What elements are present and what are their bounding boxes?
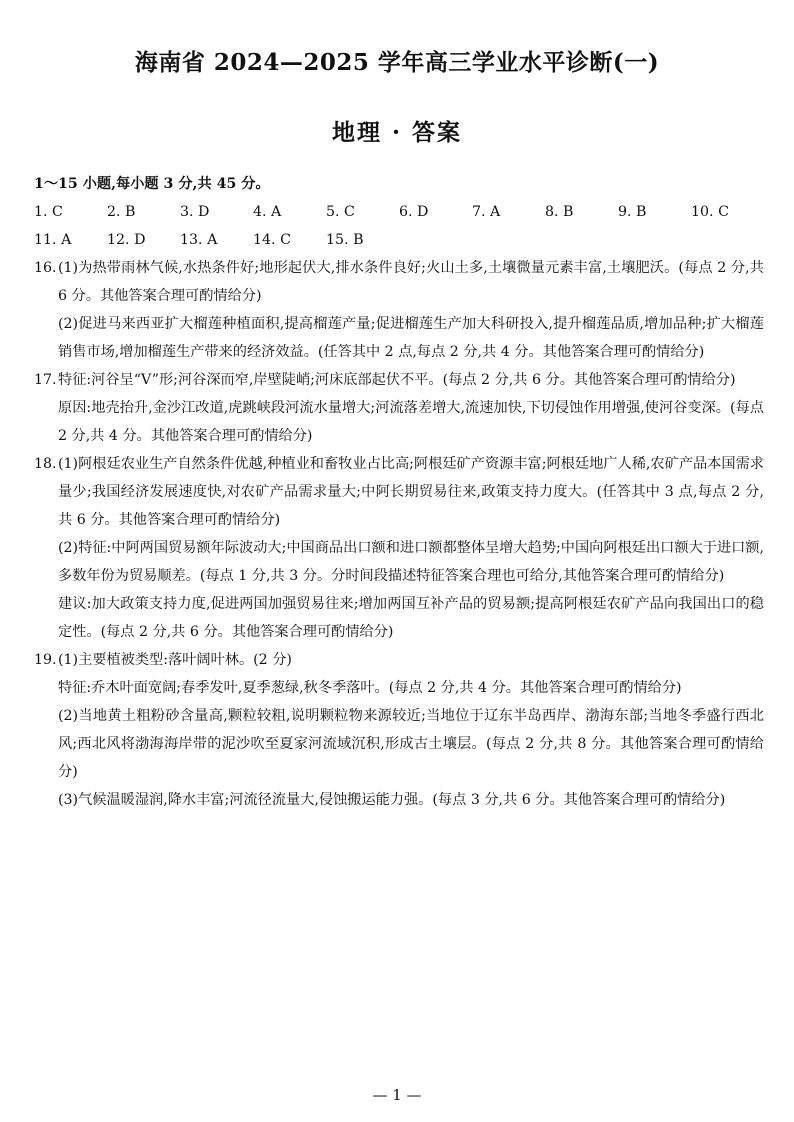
choice-answer: 10. C [691,204,729,220]
answer-paragraph: (1)主要植被类型:落叶阔叶林。(2 分) [58,652,292,668]
question-number: 19. [34,652,57,668]
choice-answer: 9. B [618,204,647,220]
answer-paragraph: (2)当地黄土粗粉砂含量高,颗粒较粗,说明颗粒物来源较近;当地位于辽东半岛西岸、渤海东部;当地冬季盛行西北风;西北风将渤海海岸带的泥沙吹至夏家河流域沉积,形成古土壤层。(每点 2 分,共 8 分。其他答案合理可酌情给分) [58,708,764,780]
answer-paragraph: (1)为热带雨林气候,水热条件好;地形起伏大,排水条件良好;火山土多,土壤微量元素丰富,土壤肥沃。(每点 2 分,共 6 分。其他答案合理可酌情给分) [58,260,764,304]
choice-answer: 1. C [34,204,63,220]
choice-answer: 4. A [253,204,282,220]
question-19 [34,646,764,814]
page-title: 海南省 2024—2025 学年高三学业水平诊断(一) [134,49,660,76]
choice-answer: 15. B [326,232,364,248]
question-16 [34,254,764,366]
choice-answers-row-1 [34,198,764,226]
question-number: 16. [34,260,57,276]
choice-answer: 14. C [253,232,291,248]
answer-paragraph: (2)促进马来西亚扩大榴莲种植面积,提高榴莲产量;促进榴莲生产加大科研投入,提升榴莲品质,增加品种;扩大榴莲销售市场,增加榴莲生产带来的经济效益。(任答其中 2 点,每点 2 分,共 4 分。其他答案合理可酌情给分) [58,316,764,360]
question-number: 17. [34,372,57,388]
choice-answer: 3. D [180,204,210,220]
question-18 [34,450,764,646]
choice-answer: 13. A [180,232,218,248]
answer-paragraph: 特征:乔木叶面宽阔;春季发叶,夏季葱绿,秋冬季落叶。(每点 2 分,共 4 分。其他答案合理可酌情给分) [58,680,682,696]
answer-paragraph: (2)特征:中阿两国贸易额年际波动大;中国商品出口额和进口额都整体呈增大趋势;中国向阿根廷出口额大于进口额,多数年份为贸易顺差。(每点 1 分,共 3 分。分时间段描述特征答案合理也可给分,其他答案合理可酌情给分) [58,540,764,584]
choice-answer: 11. A [34,232,72,248]
question-number: 18. [34,456,57,472]
page-number: — 1 — [372,1086,422,1104]
choice-answer: 5. C [326,204,355,220]
choice-answer: 7. A [472,204,501,220]
answer-body [34,170,764,814]
page-subtitle: 地理 · 答案 [331,119,463,146]
answer-paragraph: 原因:地壳抬升,金沙江改道,虎跳峡段河流水量增大;河流落差增大,流速加快,下切侵蚀作用增强,使河谷变深。(每点 2 分,共 4 分。其他答案合理可酌情给分) [58,400,764,444]
choice-answers-row-2 [34,226,764,254]
answer-paragraph: 特征:河谷呈“V”形;河谷深而窄,岸壁陡峭;河床底部起伏不平。(每点 2 分,共 6 分。其他答案合理可酌情给分) [58,372,736,388]
choice-intro: 1～15 小题,每小题 3 分,共 45 分。 [34,176,270,192]
answer-paragraph: 建议:加大政策支持力度,促进两国加强贸易往来;增加两国互补产品的贸易额;提高阿根廷农矿产品向我国出口的稳定性。(每点 2 分,共 6 分。其他答案合理可酌情给分) [58,596,764,640]
choice-answer: 8. B [545,204,574,220]
choice-answer: 6. D [399,204,429,220]
choice-answer: 12. D [107,232,146,248]
choice-answer: 2. B [107,204,136,220]
question-17 [34,366,764,450]
answer-paragraph: (3)气候温暖湿润,降水丰富;河流径流量大,侵蚀搬运能力强。(每点 3 分,共 6 分。其他答案合理可酌情给分) [58,792,726,808]
answer-paragraph: (1)阿根廷农业生产自然条件优越,种植业和畜牧业占比高;阿根廷矿产资源丰富;阿根廷地广人稀,农矿产品本国需求量少;我国经济发展速度快,对农矿产品需求量大;中阿长期贸易往来,政策支持力度大。(任答其中 3 点,每点 2 分,共 6 分。其他答案合理可酌情给分) [58,456,764,528]
